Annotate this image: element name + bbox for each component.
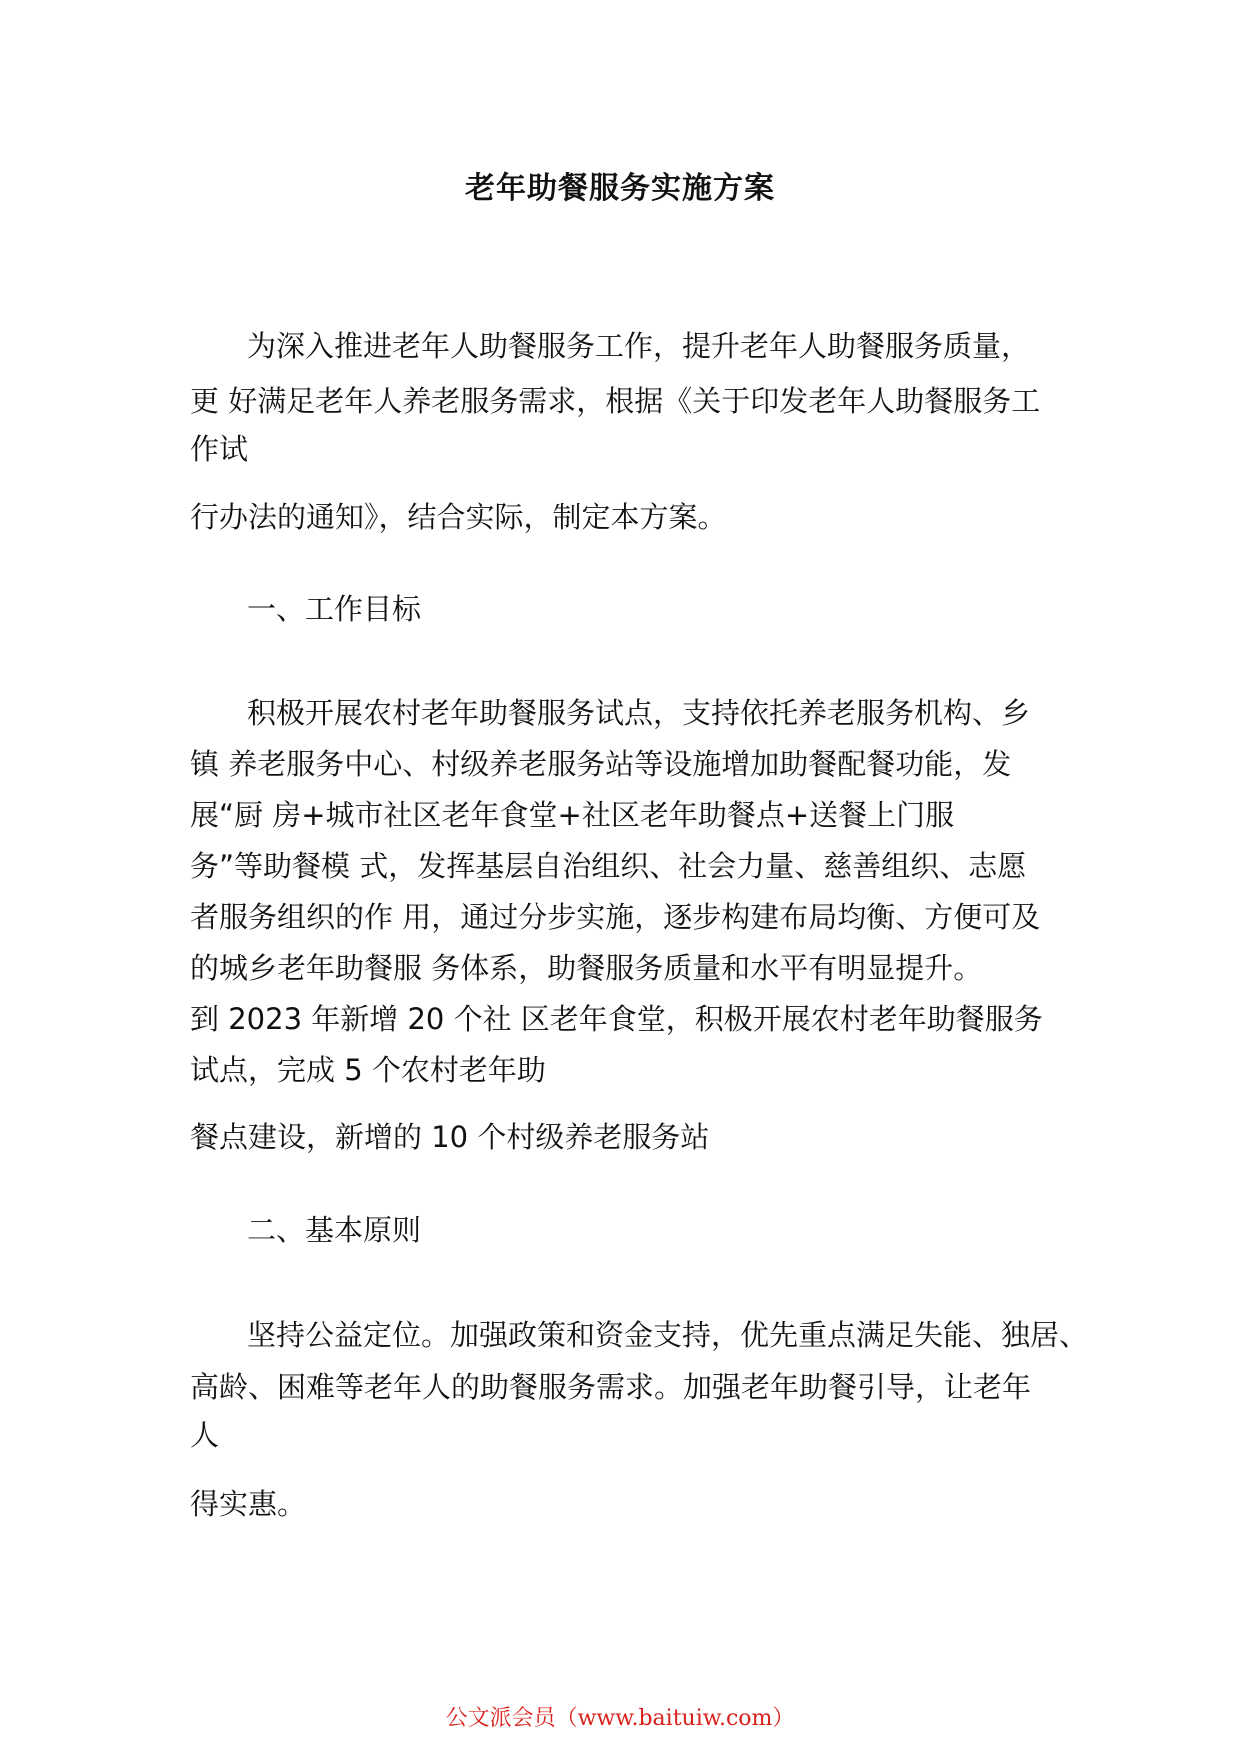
paragraph-line: 试点，完成 5 个农村老年助 [190,1053,546,1087]
paragraph-line: 到 2023 年新增 20 个社 区老年食堂，积极开展农村老年助餐服务 [190,1002,1043,1036]
paragraph-line: 的城乡老年助餐服 务体系，助餐服务质量和水平有明显提升。 [190,951,983,985]
paragraph-line: 积极开展农村老年助餐服务试点，支持依托养老服务机构、乡 [247,696,1031,730]
watermark-footer: 公文派会员（www.baituiw.com） [445,1706,795,1731]
paragraph-line: 为深入推进老年人助餐服务工作，提升老年人助餐服务质量， [247,329,1031,363]
paragraph-line: 餐点建设，新增的 10 个村级养老服务站 [190,1120,710,1154]
section-heading: 二、基本原则 [247,1213,422,1247]
paragraph-line: 更 好满足老年人养老服务需求，根据《关于印发老年人助餐服务工 [190,384,1041,418]
paragraph-line: 人 [190,1418,220,1452]
paragraph-line: 展“厨 房+城市社区老年食堂+社区老年助餐点+送餐上门服 [190,798,955,832]
paragraph-line: 者服务组织的作 用，通过分步实施，逐步构建布局均衡、方便可及 [190,900,1041,934]
paragraph-line: 坚持公益定位。加强政策和资金支持，优先重点满足失能、独居、 [247,1318,1089,1352]
paragraph-line: 务”等助餐模 式，发挥基层自治组织、社会力量、慈善组织、志愿 [190,849,1027,883]
document-title: 老年助餐服务实施方案 [465,171,775,206]
paragraph-line: 行办法的通知》，结合实际，制定本方案。 [190,500,727,534]
paragraph-line: 作试 [190,432,249,466]
paragraph-line: 镇 养老服务中心、村级养老服务站等设施增加助餐配餐功能，发 [190,747,1012,781]
paragraph-line: 得实惠。 [190,1487,307,1521]
section-heading: 一、工作目标 [247,592,422,626]
paragraph-line: 高龄、困难等老年人的助餐服务需求。加强老年助餐引导，让老年 [190,1370,1032,1404]
